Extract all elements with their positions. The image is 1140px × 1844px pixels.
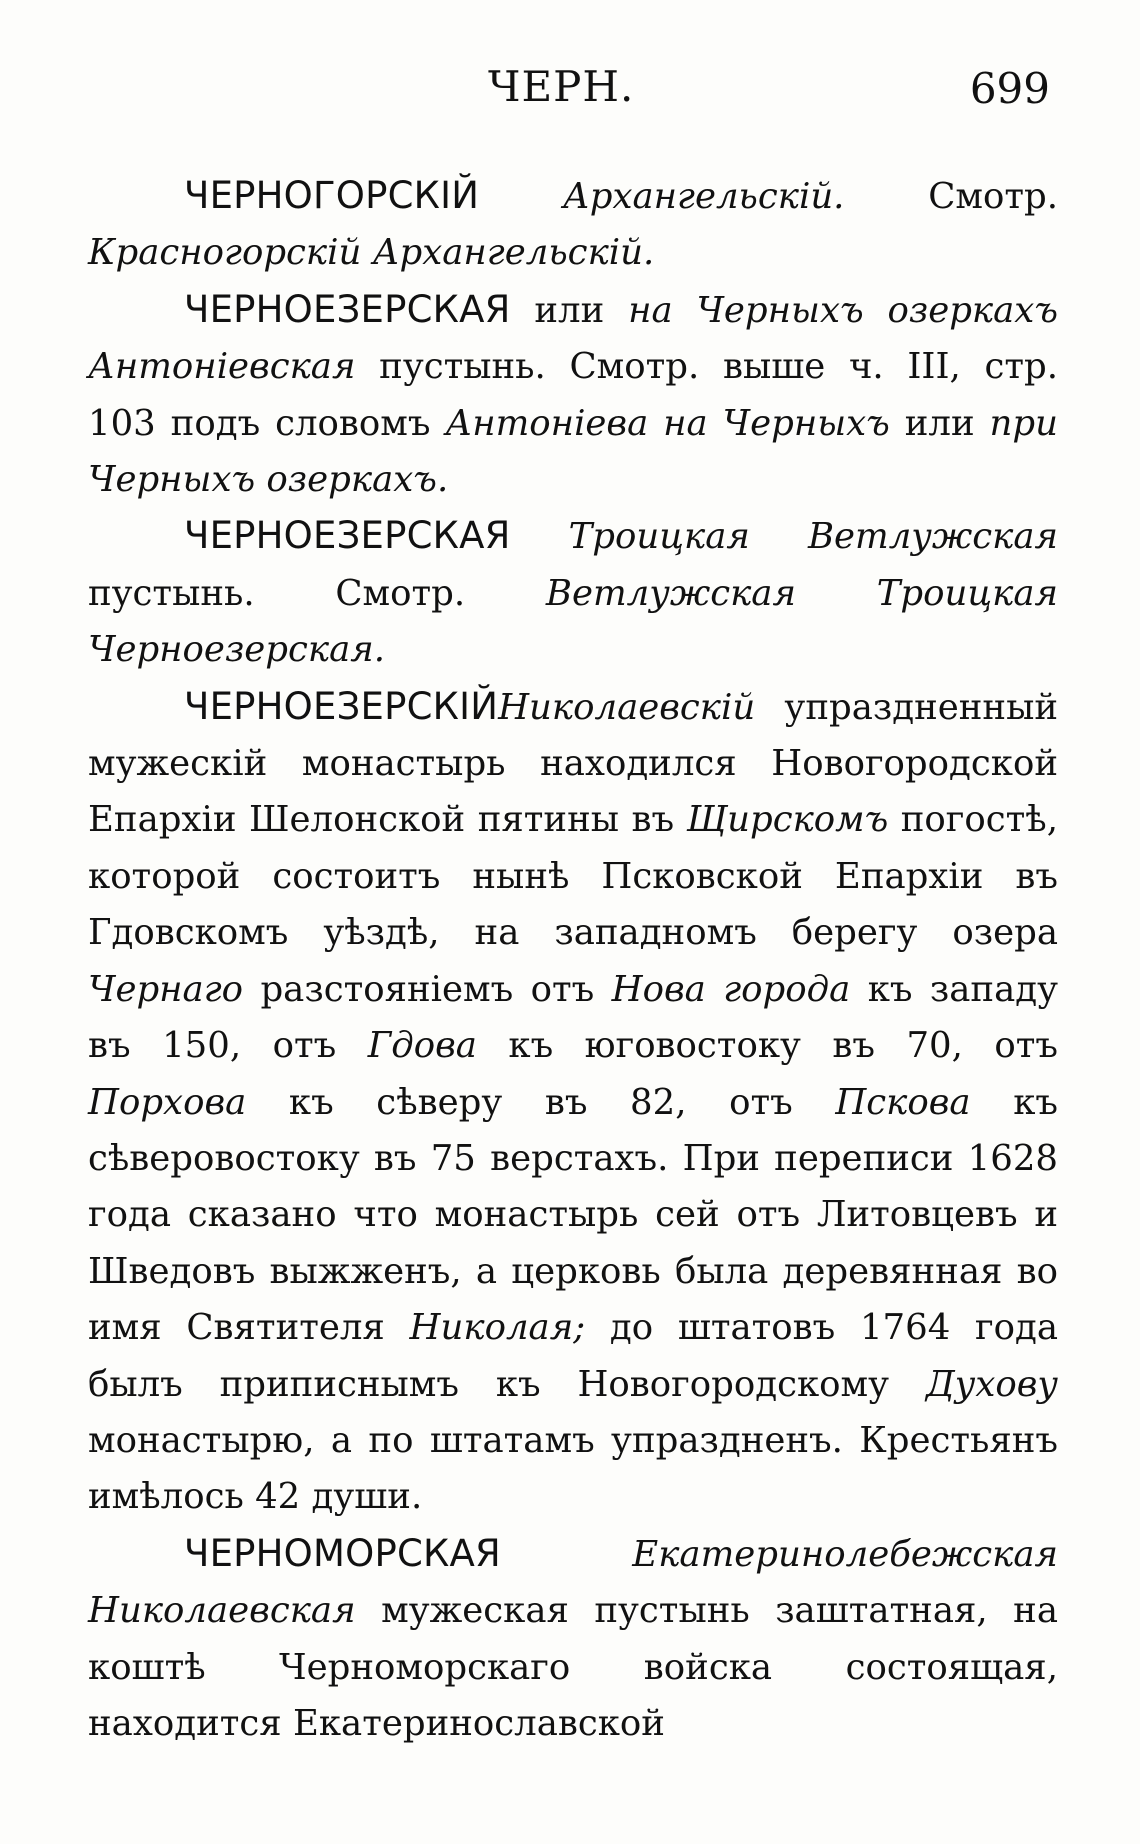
page-number: 699 — [969, 64, 1050, 113]
entry-text: къ западу въ 150, отъ — [88, 968, 1058, 1067]
entry-text: до штатовъ 1764 года былъ приписнымъ къ Новогородскому — [88, 1307, 1058, 1405]
entry-italic-text: при Черныхъ озеркахъ. — [88, 402, 1058, 501]
entry-text: или — [889, 402, 990, 444]
entry-text: монастырю, а по штатамъ упраздненъ. Крестьянъ имѣлось 42 души. — [88, 1419, 1058, 1518]
entry-text: къ сѣверовостоку въ 75 верстахъ. При переписи 1628 года сказано что монастырь сей отъ Литовцевъ и Шведовъ выжженъ, а церковь была деревянная во имя Святителя — [88, 1081, 1058, 1349]
entry-text: или — [510, 289, 629, 331]
entry-text: мужеская пустынь заштатная, на коштѣ Черноморскаго войска состоящая, находится Екатеринославской — [88, 1590, 1058, 1744]
entry-text — [479, 176, 563, 217]
entry-chernogorsky — [88, 168, 1058, 282]
entry-headword: ЧЕРНОЕЗЕРСКІЙ — [184, 684, 499, 728]
entry-text: къ юговостоку въ 70, отъ — [476, 1025, 1058, 1067]
entry-text: пустынь. Смотр. — [88, 572, 546, 614]
page-body — [88, 168, 1058, 1752]
page-header — [88, 62, 1058, 132]
entry-text: Смотр. — [844, 176, 1058, 217]
entry-italic-text: Николаевскій — [498, 686, 756, 728]
entry-headword: ЧЕРНОЕЗЕРСКАЯ — [184, 514, 511, 558]
entry-text — [501, 1534, 632, 1575]
entry-italic-text: на Черныхъ озеркахъ Антоніевская — [88, 289, 1058, 388]
entry-chernomorskaya — [88, 1526, 1058, 1753]
entry-chernoezersky-nikolaevsky — [88, 679, 1058, 1526]
entry-italic-text: Ветлужская Троицкая Черноезерская. — [88, 572, 1058, 671]
running-head: ЧЕРН. — [488, 62, 635, 111]
entry-headword: ЧЕРНОГОРСКІЙ — [184, 174, 480, 217]
entry-chernoezerskaya-troitskaya — [88, 508, 1058, 678]
entry-text: къ сѣверу въ 82, отъ — [246, 1081, 836, 1123]
entry-headword: ЧЕРНОМОРСКАЯ — [184, 1531, 501, 1575]
entry-italic-text: Архангельскій. — [562, 176, 845, 217]
entry-chernoezerskaya-antonievskaya — [88, 282, 1058, 509]
entry-italic-text: Нова города — [611, 968, 851, 1010]
entry-italic-text: Николая; — [409, 1307, 586, 1349]
entry-italic-text: Гдова — [367, 1025, 477, 1067]
entry-text: погостѣ, которой состоитъ нынѣ Псковской Епархіи въ Гдовскомъ уѣздѣ, на западномъ берегу озера — [88, 799, 1058, 954]
entry-text: пустынь. Смотр. выше ч. III, стр. 103 подъ словомъ — [88, 346, 1058, 444]
entry-italic-text: Чернаго — [88, 968, 244, 1010]
entry-text: упраздненный мужескій монастырь находился Новогородской Епархіи Шелонской пятины въ — [88, 686, 1058, 841]
entry-headword: ЧЕРНОЕЗЕРСКАЯ — [184, 287, 511, 331]
entry-italic-text: Красногорскій Архангельскій. — [88, 232, 655, 274]
entry-italic-text: Пскова — [835, 1081, 971, 1123]
entry-italic-text: Екатеринолебежская Николаевская — [88, 1533, 1058, 1632]
entry-italic-text: Порхова — [88, 1081, 247, 1123]
entry-text: разстояніемъ отъ — [243, 968, 612, 1010]
entry-italic-text: Щирскомъ — [686, 799, 889, 841]
entry-italic-text: Антоніева на Черныхъ — [445, 402, 890, 444]
entry-italic-text: Духову — [925, 1363, 1058, 1405]
entry-text — [511, 516, 569, 557]
entry-italic-text: Троицкая Ветлужская — [568, 516, 1058, 558]
